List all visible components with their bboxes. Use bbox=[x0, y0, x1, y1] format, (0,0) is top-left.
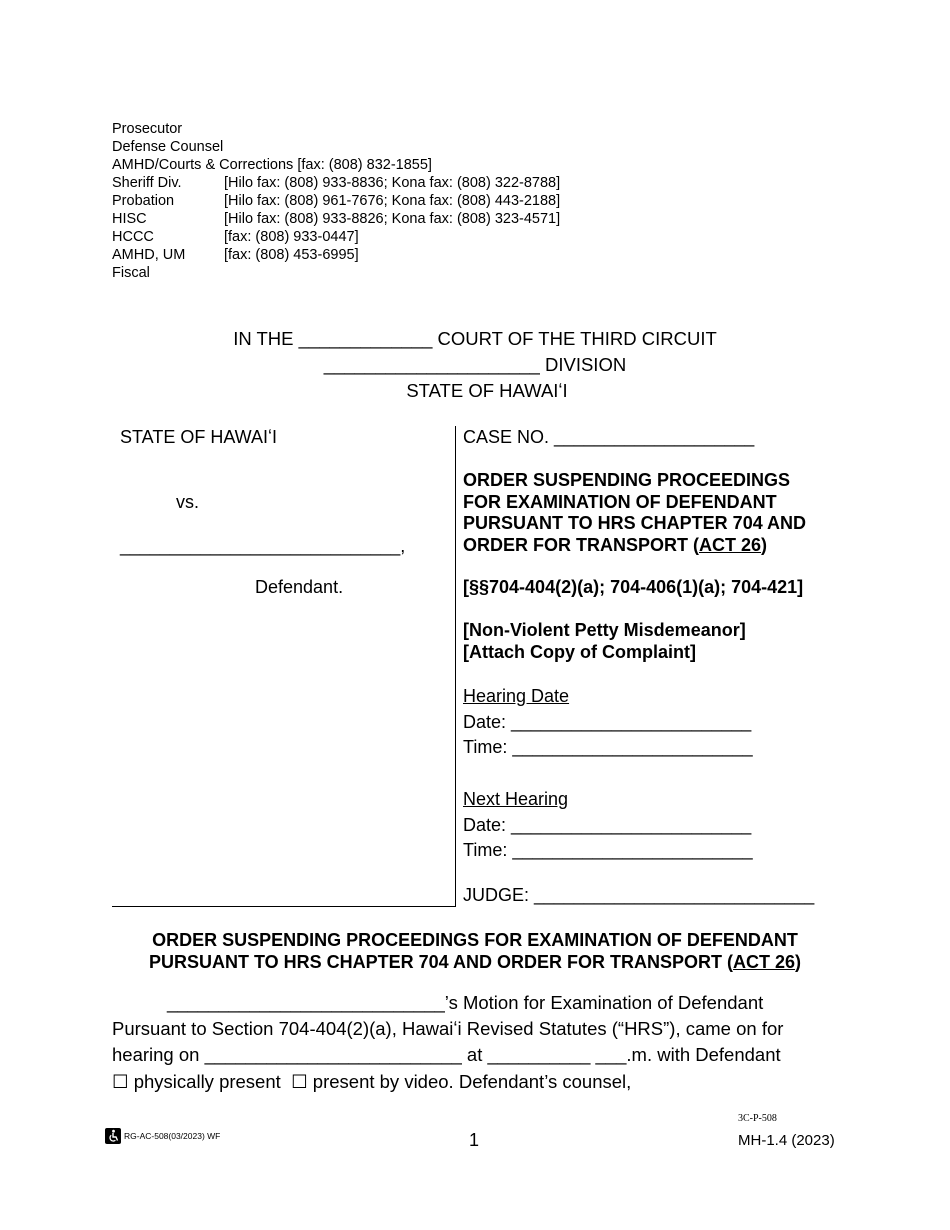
next-hearing-time-field: Time: ________________________ bbox=[463, 840, 753, 860]
next-hearing-heading: Next Hearing bbox=[463, 789, 569, 809]
case-number: CASE NO. ____________________ bbox=[463, 427, 755, 447]
caption-divider-horizontal bbox=[112, 906, 456, 907]
order-title-line bbox=[0, 951, 950, 973]
hearing-date-block bbox=[463, 684, 838, 761]
dist-label: AMHD/Courts & Corrections [fax: (808) 832-1855] bbox=[112, 157, 432, 173]
dist-row bbox=[112, 138, 560, 156]
ada-form-code: RG-AC-508(03/2023) WF bbox=[124, 1131, 221, 1141]
checkbox-label: present by video. Defendant’s counsel, bbox=[312, 1071, 632, 1092]
next-hearing-date-field: Date: ________________________ bbox=[463, 814, 752, 835]
body-line: ___________________________’s Motion for Examination of Defendant bbox=[167, 992, 764, 1013]
dist-row bbox=[112, 246, 560, 264]
dist-row bbox=[112, 120, 560, 138]
dist-label: Sheriff Div. bbox=[112, 175, 182, 191]
dist-label: HCCC bbox=[112, 229, 154, 245]
distribution-list bbox=[112, 120, 560, 282]
defendant-label: Defendant. bbox=[255, 577, 344, 597]
case-note: [Attach Copy of Complaint] bbox=[463, 641, 696, 662]
dist-row bbox=[112, 156, 560, 174]
checkbox-present-by-video[interactable]: ☐ bbox=[291, 1071, 308, 1092]
dist-row bbox=[112, 174, 560, 192]
dist-fax: [Hilo fax: (808) 961-7676; Kona fax: (808) 443-2188] bbox=[224, 193, 561, 209]
court-name-line: IN THE _____________ COURT OF THE THIRD CIRCUIT bbox=[233, 328, 717, 349]
page-number: 1 bbox=[469, 1130, 480, 1150]
dist-row bbox=[112, 228, 560, 246]
caption-divider-vertical bbox=[455, 426, 456, 907]
caption-title-line: FOR EXAMINATION OF DEFENDANT bbox=[463, 491, 777, 512]
dist-row bbox=[112, 192, 560, 210]
court-division-text: _____________________ DIVISION bbox=[323, 354, 627, 375]
order-title-text: ) bbox=[795, 952, 802, 972]
case-notes bbox=[463, 620, 838, 663]
dist-row bbox=[112, 264, 560, 282]
accessibility-icon bbox=[105, 1128, 121, 1144]
form-code-small: 3C-P-508 bbox=[738, 1113, 777, 1124]
body-line: hearing on _________________________ at __________ ___.m. with Defendant bbox=[112, 1044, 781, 1065]
hearing-date-heading: Hearing Date bbox=[463, 686, 570, 706]
dist-label: Defense Counsel bbox=[112, 139, 224, 155]
dist-label: Probation bbox=[112, 193, 175, 209]
statute-references: [§§704-404(2)(a); 704-406(1)(a); 704-421] bbox=[463, 577, 804, 597]
dist-label: AMHD, UM bbox=[112, 247, 186, 263]
dist-fax: [fax: (808) 933-0447] bbox=[224, 229, 359, 245]
defendant-name-blank: ____________________________, bbox=[120, 536, 406, 556]
act-reference: ACT 26 bbox=[699, 534, 762, 555]
versus-label: vs. bbox=[176, 492, 200, 512]
judge-field: JUDGE: ____________________________ bbox=[463, 885, 815, 905]
checkbox-physically-present[interactable]: ☐ bbox=[112, 1071, 129, 1092]
caption-title-line bbox=[463, 535, 838, 557]
court-state-line: STATE OF HAWAIʻI bbox=[406, 380, 568, 401]
caption-title bbox=[463, 470, 838, 556]
order-title-line: ORDER SUSPENDING PROCEEDINGS FOR EXAMINATION OF DEFENDANT bbox=[152, 930, 798, 950]
caption-title-line: ORDER SUSPENDING PROCEEDINGS bbox=[463, 470, 791, 490]
dist-label: Prosecutor bbox=[112, 121, 183, 137]
body-line: Pursuant to Section 704-404(2)(a), Hawaiʻi Revised Statutes (“HRS”), came on for bbox=[112, 1018, 784, 1039]
case-note: [Non-Violent Petty Misdemeanor] bbox=[463, 620, 746, 640]
footer-left bbox=[105, 1128, 220, 1144]
order-title-text: PURSUANT TO HRS CHAPTER 704 AND ORDER FOR TRANSPORT ( bbox=[148, 952, 734, 972]
next-hearing-block bbox=[463, 787, 838, 864]
form-code: MH-1.4 (2023) bbox=[738, 1132, 835, 1149]
court-division-line bbox=[0, 354, 950, 376]
act-reference: ACT 26 bbox=[733, 952, 796, 972]
dist-label: Fiscal bbox=[112, 265, 150, 281]
dist-label: HISC bbox=[112, 211, 147, 227]
dist-fax: [Hilo fax: (808) 933-8826; Kona fax: (808) 323-4571] bbox=[224, 211, 561, 227]
appearance-line bbox=[112, 1071, 631, 1093]
plaintiff-name: STATE OF HAWAIʻI bbox=[120, 427, 277, 447]
hearing-time-field: Time: ________________________ bbox=[463, 737, 753, 757]
dist-row bbox=[112, 210, 560, 228]
caption-title-line: PURSUANT TO HRS CHAPTER 704 AND bbox=[463, 513, 807, 533]
caption-title-text: ORDER FOR TRANSPORT ( bbox=[463, 534, 699, 555]
dist-fax: [fax: (808) 453-6995] bbox=[224, 247, 359, 263]
caption-title-text: ) bbox=[761, 534, 768, 555]
hearing-date-field: Date: ________________________ bbox=[463, 711, 752, 732]
order-title bbox=[0, 929, 950, 973]
dist-fax: [Hilo fax: (808) 933-8836; Kona fax: (808) 322-8788] bbox=[224, 175, 561, 191]
checkbox-label: physically present bbox=[133, 1071, 281, 1092]
